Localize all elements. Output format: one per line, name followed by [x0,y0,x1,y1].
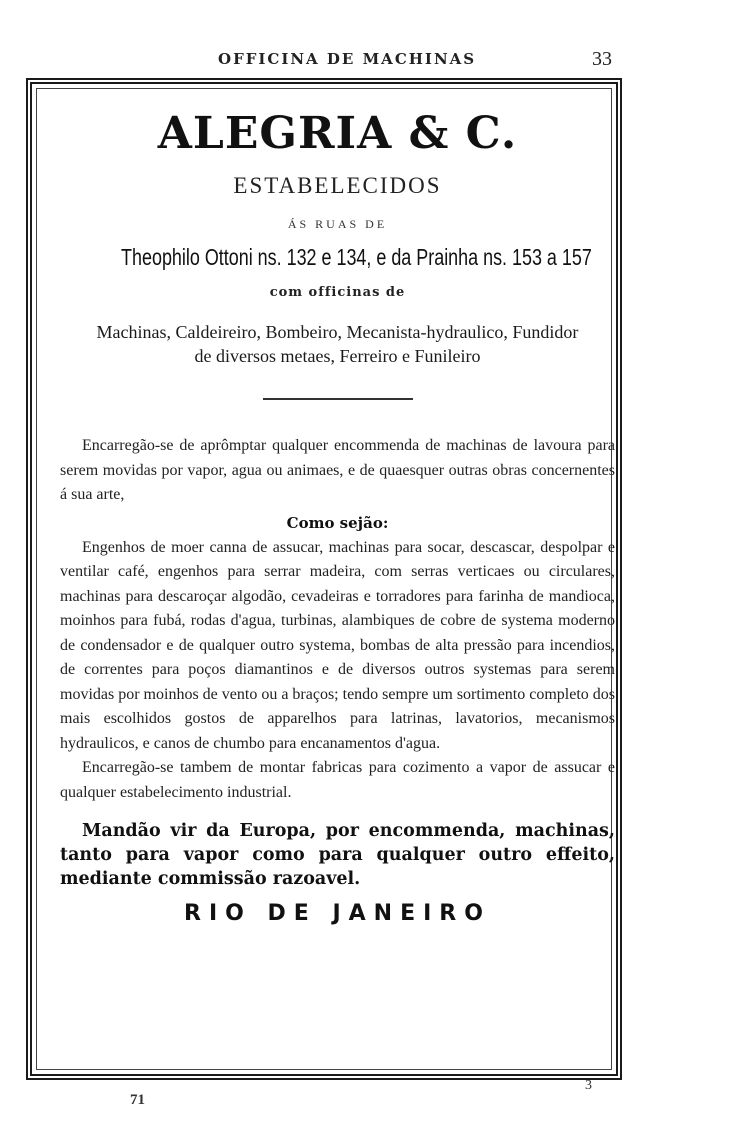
address-line: Theophilo Ottoni ns. 132 e 134, e da Prainha ns. 153 a 157 [121,244,592,270]
trades-line-1: Machinas, Caldeireiro, Bombeiro, Mecanista-hydraulico, Fundidor [96,322,579,342]
factories-paragraph: Encarregão-se tambem de montar fabricas para cozimento a vapor de assucar e qualquer estabelecimento industrial. [60,759,615,801]
page-footer [0,1078,746,1114]
trades-line-2: de diversos metaes, Ferreiro e Funileiro [194,346,481,366]
streets-intro: ÁS RUAS DE [287,217,388,231]
section-heading: Como sejão: [286,513,389,532]
intro-paragraph: Encarregão-se de aprômptar qualquer encommenda de machinas de lavoura para serem movidas por vapor, agua ou animaes, e de quaesquer outras obras concernentes á sua arte, [60,437,615,503]
running-header [0,48,746,72]
trades-list [60,320,615,368]
footer-right-number: 3 [585,1078,592,1093]
established-heading: ESTABELECIDOS [233,173,442,198]
order-notice: Mandão vir da Europa, por encommenda, machinas, tanto para vapor como para qualquer outro effeito, mediante commissão razoavel. [60,821,615,889]
footer-left-number: 71 [130,1092,145,1108]
advert-content [60,100,615,926]
page-number: 33 [592,48,612,70]
firm-name: ALEGRIA & C. [157,108,518,159]
city-name: RIO DE JANEIRO [184,901,491,926]
products-paragraph: Engenhos de moer canna de assucar, machinas para socar, descascar, despolpar e ventilar café, engenhos para serrar madeira, com serras verticaes ou circulares, machinas para descaroçar algodão, cevadeiras e torradores para farinha de mandioca, moinhos para fubá, rodas d'agua, turbinas, alambiques de cobre de systema moderno de condensador e de qualquer outro systema, bombas de alta pressão para incendios, de correntes para poços diamantinos e de diversos outros systemas para serem movidas por moinhos de vento ou a braços; tendo sempre um sortimento completo dos mais escolhidos gostos de apparelhos para latrinas, lavatorios, mecanismos hydraulicos, e canos de chumbo para encanamentos d'agua. [60,538,616,752]
ornamental-divider [263,398,413,400]
workshops-intro: com officinas de [269,285,406,300]
running-title: OFFICINA DE MACHINAS [218,50,477,68]
